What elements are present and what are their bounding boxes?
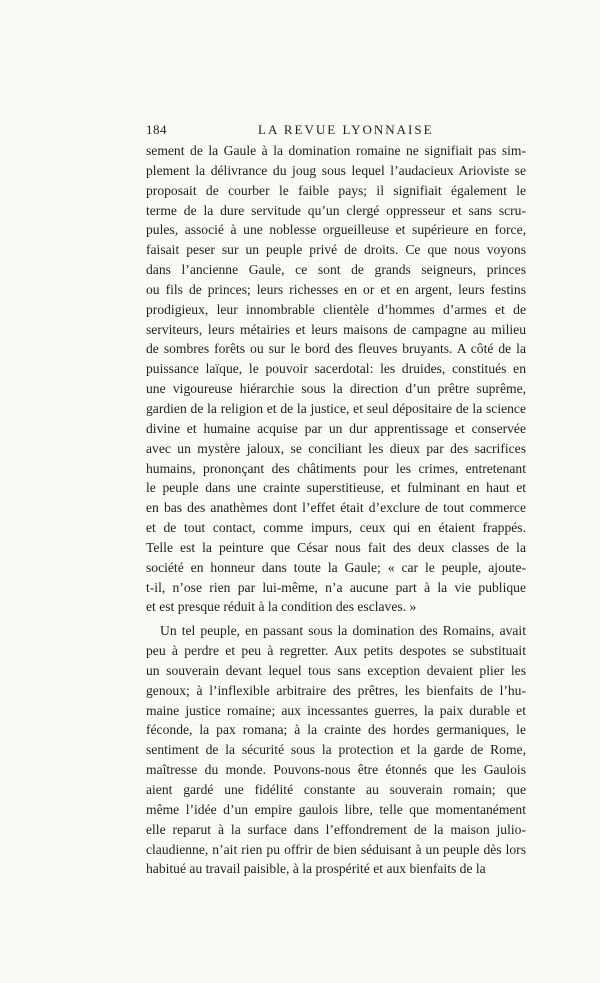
paragraph-1: [146, 141, 526, 617]
text-line: et de tout contact, comme impurs, ceux qui en étaient frappés.: [146, 520, 526, 536]
text-line: féconde, la pax romana; à la crainte des hordes germaniques, le: [146, 722, 526, 738]
text-line: terme de la dure servitude qu’un clergé oppresseur et sans scru-: [146, 202, 526, 218]
text-line: claudienne, n’ait rien pu offrir de bien séduisant à un peuple dès lors: [146, 841, 526, 857]
text-line: habitué au travail paisible, à la prospérité et aux bienfaits de la: [146, 861, 486, 877]
text-line: humains, prononçant des châtiments pour les crimes, entretenant: [146, 460, 526, 476]
text-line: plement la délivrance du joug sous lequel l’audacieux Arioviste se: [146, 162, 526, 178]
text-line: Un tel peuple, en passant sous la domination des Romains, avait: [160, 623, 526, 639]
text-line: en bas des anathèmes dont l’effet était d’exclure de tout commerce: [146, 500, 526, 516]
text-line: divine et humaine acquise par un dur apprentissage et conservée: [146, 420, 526, 436]
text-line: maîtresse du monde. Pouvons-nous être étonnés que les Gaulois: [146, 762, 526, 778]
page-header: [146, 122, 526, 140]
text-line: t-il, n’ose rien par lui-même, n’a aucune part à la vie publique: [146, 579, 526, 595]
page-number: 184: [146, 122, 167, 137]
text-line: Telle est la peinture que César nous fait des deux classes de la: [146, 539, 526, 555]
text-line: le peuple dans une crainte superstitieuse, et fulminant en haut et: [146, 480, 526, 496]
text-line: maine justice romaine; aux incessantes guerres, la paix durable et: [146, 702, 526, 718]
text-line: une vigoureuse hiérarchie sous la direction d’un prêtre suprême,: [146, 381, 526, 397]
text-line: genoux; à l’inflexible arbitraire des prêtres, les bienfaits de l’hu-: [146, 682, 526, 698]
text-line: serviteurs, leurs métairies et leurs maisons de campagne au milieu: [146, 321, 526, 337]
text-line: de sombres forêts ou sur le bord des fleuves bruyants. A côté de la: [146, 341, 526, 357]
text-line: avec un mystère jaloux, se conciliant les dieux par des sacrifices: [146, 440, 526, 456]
text-line: un souverain devant lequel tous sans exception devaient plier les: [146, 662, 526, 678]
text-line: pules, associé à une noblesse orgueilleuse et supérieure en force,: [146, 222, 526, 238]
text-line: prodigieux, leur innombrable clientèle d’hommes d’armes et de: [146, 301, 526, 317]
text-line: sentiment de la sécurité sous la protection et la garde de Rome,: [146, 742, 526, 758]
text-line: société en honneur dans toute la Gaule; « car le peuple, ajoute-: [146, 559, 526, 575]
text-line: aient gardé une fidélité constante au souverain romain; que: [146, 782, 526, 797]
text-line: elle reparut à la surface dans l’effondrement de la maison julio-: [146, 821, 526, 837]
text-line: proposait de courber le faible pays; il signifiait également le: [146, 182, 526, 198]
text-line: gardien de la religion et de la justice, et seul dépositaire de la science: [146, 400, 526, 416]
text-line: peu à perdre et peu à regretter. Aux petits despotes se substituait: [146, 643, 526, 659]
text-line: dans l’ancienne Gaule, ce sont de grands seigneurs, princes: [146, 262, 526, 278]
text-line: ou fils de princes; leurs richesses en or et en argent, leurs festins: [146, 281, 526, 297]
text-line: même l’idée d’un empire gaulois libre, telle que momentanément: [146, 801, 526, 817]
running-title: LA REVUE LYONNAISE: [258, 122, 434, 137]
paragraph-2: [146, 621, 526, 879]
text-line: sement de la Gaule à la domination romaine ne signifiait pas sim-: [146, 143, 526, 158]
text-line: puissance laïque, le pouvoir sacerdotal: les druides, constitués en: [146, 361, 526, 377]
text-line: et est presque réduit à la condition des esclaves. »: [146, 599, 417, 615]
text-line: faisait peser sur un peuple privé de droits. Ce que nous voyons: [146, 242, 526, 258]
body-text: [146, 141, 526, 879]
